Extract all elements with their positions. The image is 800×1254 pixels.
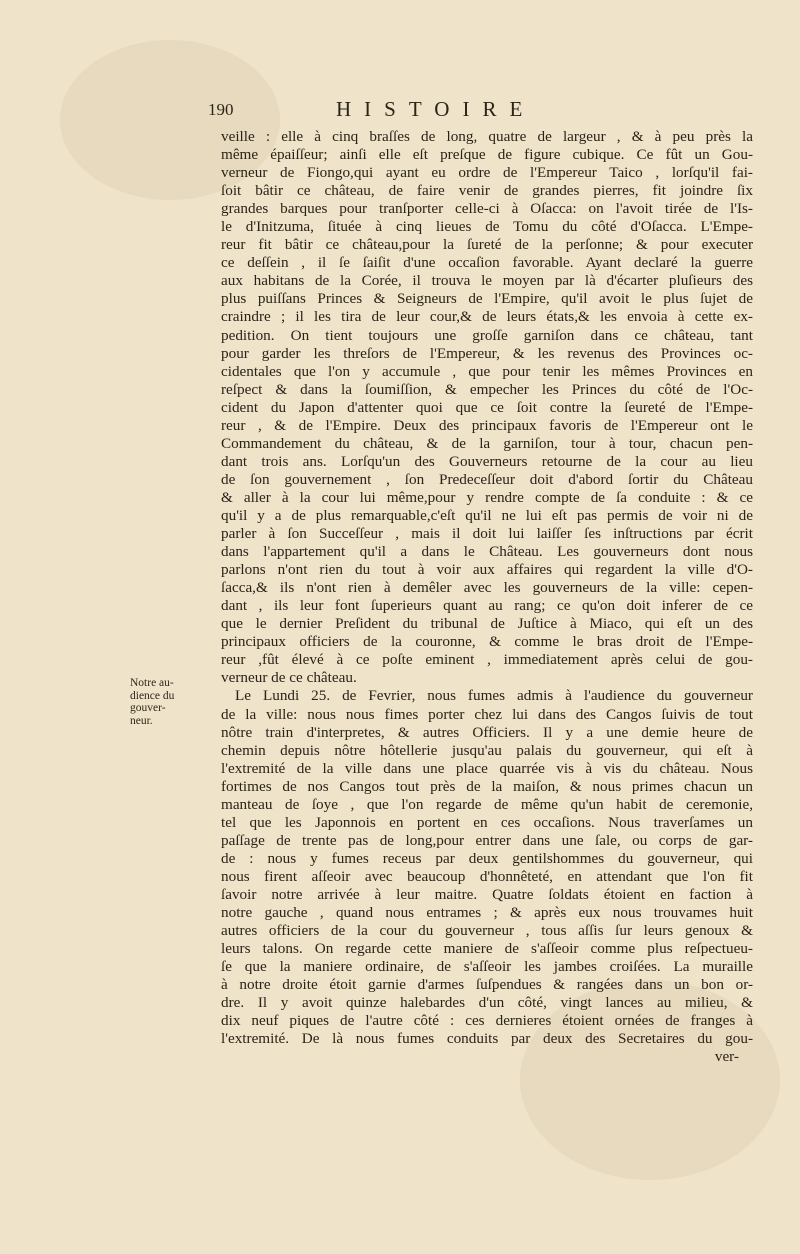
page-header (208, 96, 753, 126)
body-text (221, 128, 753, 1066)
marginal-note-line: dience du (130, 689, 175, 702)
text-line: cidentales que l'on y accumule , que pour tenir les mêmes Provinces en (221, 362, 753, 380)
text-line: fortimes de nos Cangos tout près de la maiſon, & nous primes chacun un (221, 777, 753, 795)
text-line: de la ville: nous nous fimes porter chez lui dans des Cangos ſuivis de tout (221, 705, 753, 723)
text-line: cident du Japon d'attenter quoi que ce ſoit contre la ſeureté de l'Empe- (221, 398, 753, 416)
text-line: craindre ; il les tira de leur cour,& de leurs états,& les envoia à cette ex- (221, 308, 753, 326)
text-line: ſacca,& ils n'ont rien à demêler avec les gouverneurs de la ville: cepen- (221, 579, 753, 597)
text-line: aux habitans de la Corée, il trouva le moyen par là d'écarter pluſieurs des (221, 272, 753, 290)
text-line: notre gauche , quand nous entrames ; & après eux nous trouvames huit (221, 904, 753, 922)
text-line: chemin depuis nôtre hôtellerie jusqu'au palais du gouverneur, qui eſt à (221, 741, 753, 759)
marginal-note (130, 677, 208, 727)
text-line: ſavoir notre arrivée à leur maitre. Quatre ſoldats étoient en faction à (221, 885, 753, 903)
text-line: qu'il y a de plus remarquable,c'eſt qu'il ne lui eſt pas permis de voir ni de (221, 506, 753, 524)
text-line: dans l'appartement qu'il a dans le Château. Les gouverneurs dont nous (221, 543, 753, 561)
text-line: reur , & de l'Empire. Deux des principaux favoris de l'Empereur ont le (221, 416, 753, 434)
text-line: leurs talons. On regarde cette maniere de s'aſſeoir comme plus reſpectueu- (221, 940, 753, 958)
text-line: dre. Il y avoit quinze halebardes d'un côté, vingt lances au milieu, & (221, 994, 753, 1012)
catchword: ver- (714, 1048, 739, 1066)
text-line: de : nous y fumes receus par deux gentilshommes du gouverneur, qui (221, 849, 753, 867)
text-line: reur fit bâtir ce château,pour la ſureté de la perſonne; & pour executer (221, 236, 753, 254)
text-line: principaux officiers de la couronne, & comme le bras droit de l'Empe- (221, 633, 753, 651)
text-line: dant trois ans. Lorſqu'un des Gouverneurs retourne de la cour au lieu (221, 452, 753, 470)
text-line: l'extremité de la ville dans une place quarrée vis à vis du château. Nous (221, 759, 753, 777)
text-line: veille : elle à cinq braſſes de long, quatre de largeur , & à peu près la (221, 128, 753, 145)
text-line: manteau de ſoye , que l'on regarde de même qu'un habit de ceremonie, (221, 795, 753, 813)
text-line: à notre droite étoit garnie d'armes ſuſpendues & rangées dans un bon or- (221, 976, 753, 994)
marginal-note-line: Notre au- (130, 677, 174, 689)
text-line: paſſage de trente pas de long,pour entrer dans une ſale, ou corps de gar- (221, 831, 753, 849)
text-line: parler à ſon Succeſſeur , mais il doit lui laiſſer ſes inſtructions par écrit (221, 525, 753, 543)
page-number: 190 (208, 100, 234, 119)
text-line: pour garder les threſors de l'Empereur, & les revenus des Provinces oc- (221, 344, 753, 362)
text-line: Commandement du château, & de la garniſon, tour à tour, chacun pen- (221, 434, 753, 452)
text-line: Le Lundi 25. de Fevrier, nous fumes admis à l'audience du gouverneur (235, 687, 753, 705)
text-line: plus puiſſans Princes & Seigneurs de l'Empire, qu'il avoit le plus ſujet de (221, 290, 753, 308)
text-line: nous firent aſſeoir avec beaucoup d'honnêteté, en attendant que l'on fit (221, 867, 753, 885)
text-line: ſe que la maniere ordinaire, de s'aſſeoir les jambes croiſées. La muraille (221, 958, 753, 976)
marginal-note-line: neur. (130, 714, 153, 727)
text-line: ſoit bâtir ce château, de faire venir de grandes pierres, fit joindre ſix (221, 182, 753, 200)
text-line: grandes barques pour tranſporter celle-ci à Oſacca: on l'avoit tirée de l'Is- (221, 200, 753, 218)
text-line: pedition. On tient toujours une groſſe garniſon dans ce château, tant (221, 326, 753, 344)
text-line: dix neuf piques de l'autre côté : ces dernieres étoient ornées de franges à (221, 1012, 753, 1030)
text-line: reſpect & dans la ſoumiſſion, & empecher les Princes du côté de l'Oc- (221, 380, 753, 398)
text-line: nôtre train d'interpretes, & autres Officiers. Il y a une demie heure de (221, 723, 753, 741)
text-line: & aller à la cour lui même,pour y rendre compte de ſa conduite : & ce (221, 488, 753, 506)
text-line: l'extremité. De là nous fumes conduits par deux des Secretaires du gou- (221, 1030, 753, 1048)
text-line: dant , ils leur font ſuperieurs quant au rang; ce qu'on doit inferer de ce (221, 597, 753, 615)
text-line: que le dernier Preſident du tribunal de Juſtice à Miaco, qui eſt un des (221, 615, 753, 633)
text-line: tel que les Japonnois en portent en ces occaſions. Nous traverſames un (221, 813, 753, 831)
text-line: ce deſſein , il ſe ſaiſit d'une occaſion favorable. Ayant declaré la guerre (221, 254, 753, 272)
text-line: parlons n'ont rien du tout à voir aux affaires qui regardent la ville d'O- (221, 561, 753, 579)
text-line: verneur de ce château. (221, 669, 357, 687)
text-line: même épaiſſeur; ainſi elle eſt preſque de figure cubique. Ce fût un Gou- (221, 146, 753, 164)
text-line: de ſon gouvernement , ſon Predeceſſeur doit d'abord ſortir du Château (221, 470, 753, 488)
text-line: verneur de Fiongo,qui ayant eu ordre de l'Empereur Taico , lorſqu'il fai- (221, 164, 753, 182)
running-title: HISTOIRE (336, 97, 536, 121)
text-line: le d'Initzuma, ſituée à cinq lieues de Tomu du côté d'Oſacca. L'Empe- (221, 218, 753, 236)
text-line: reur ,fût élevé à ce poſte eminent , immediatement après celui de gou- (221, 651, 753, 669)
text-line: autres officiers de la cour du gouverneur , tous aſſis ſur leurs genoux & (221, 922, 753, 940)
marginal-note-line: gouver- (130, 702, 166, 714)
